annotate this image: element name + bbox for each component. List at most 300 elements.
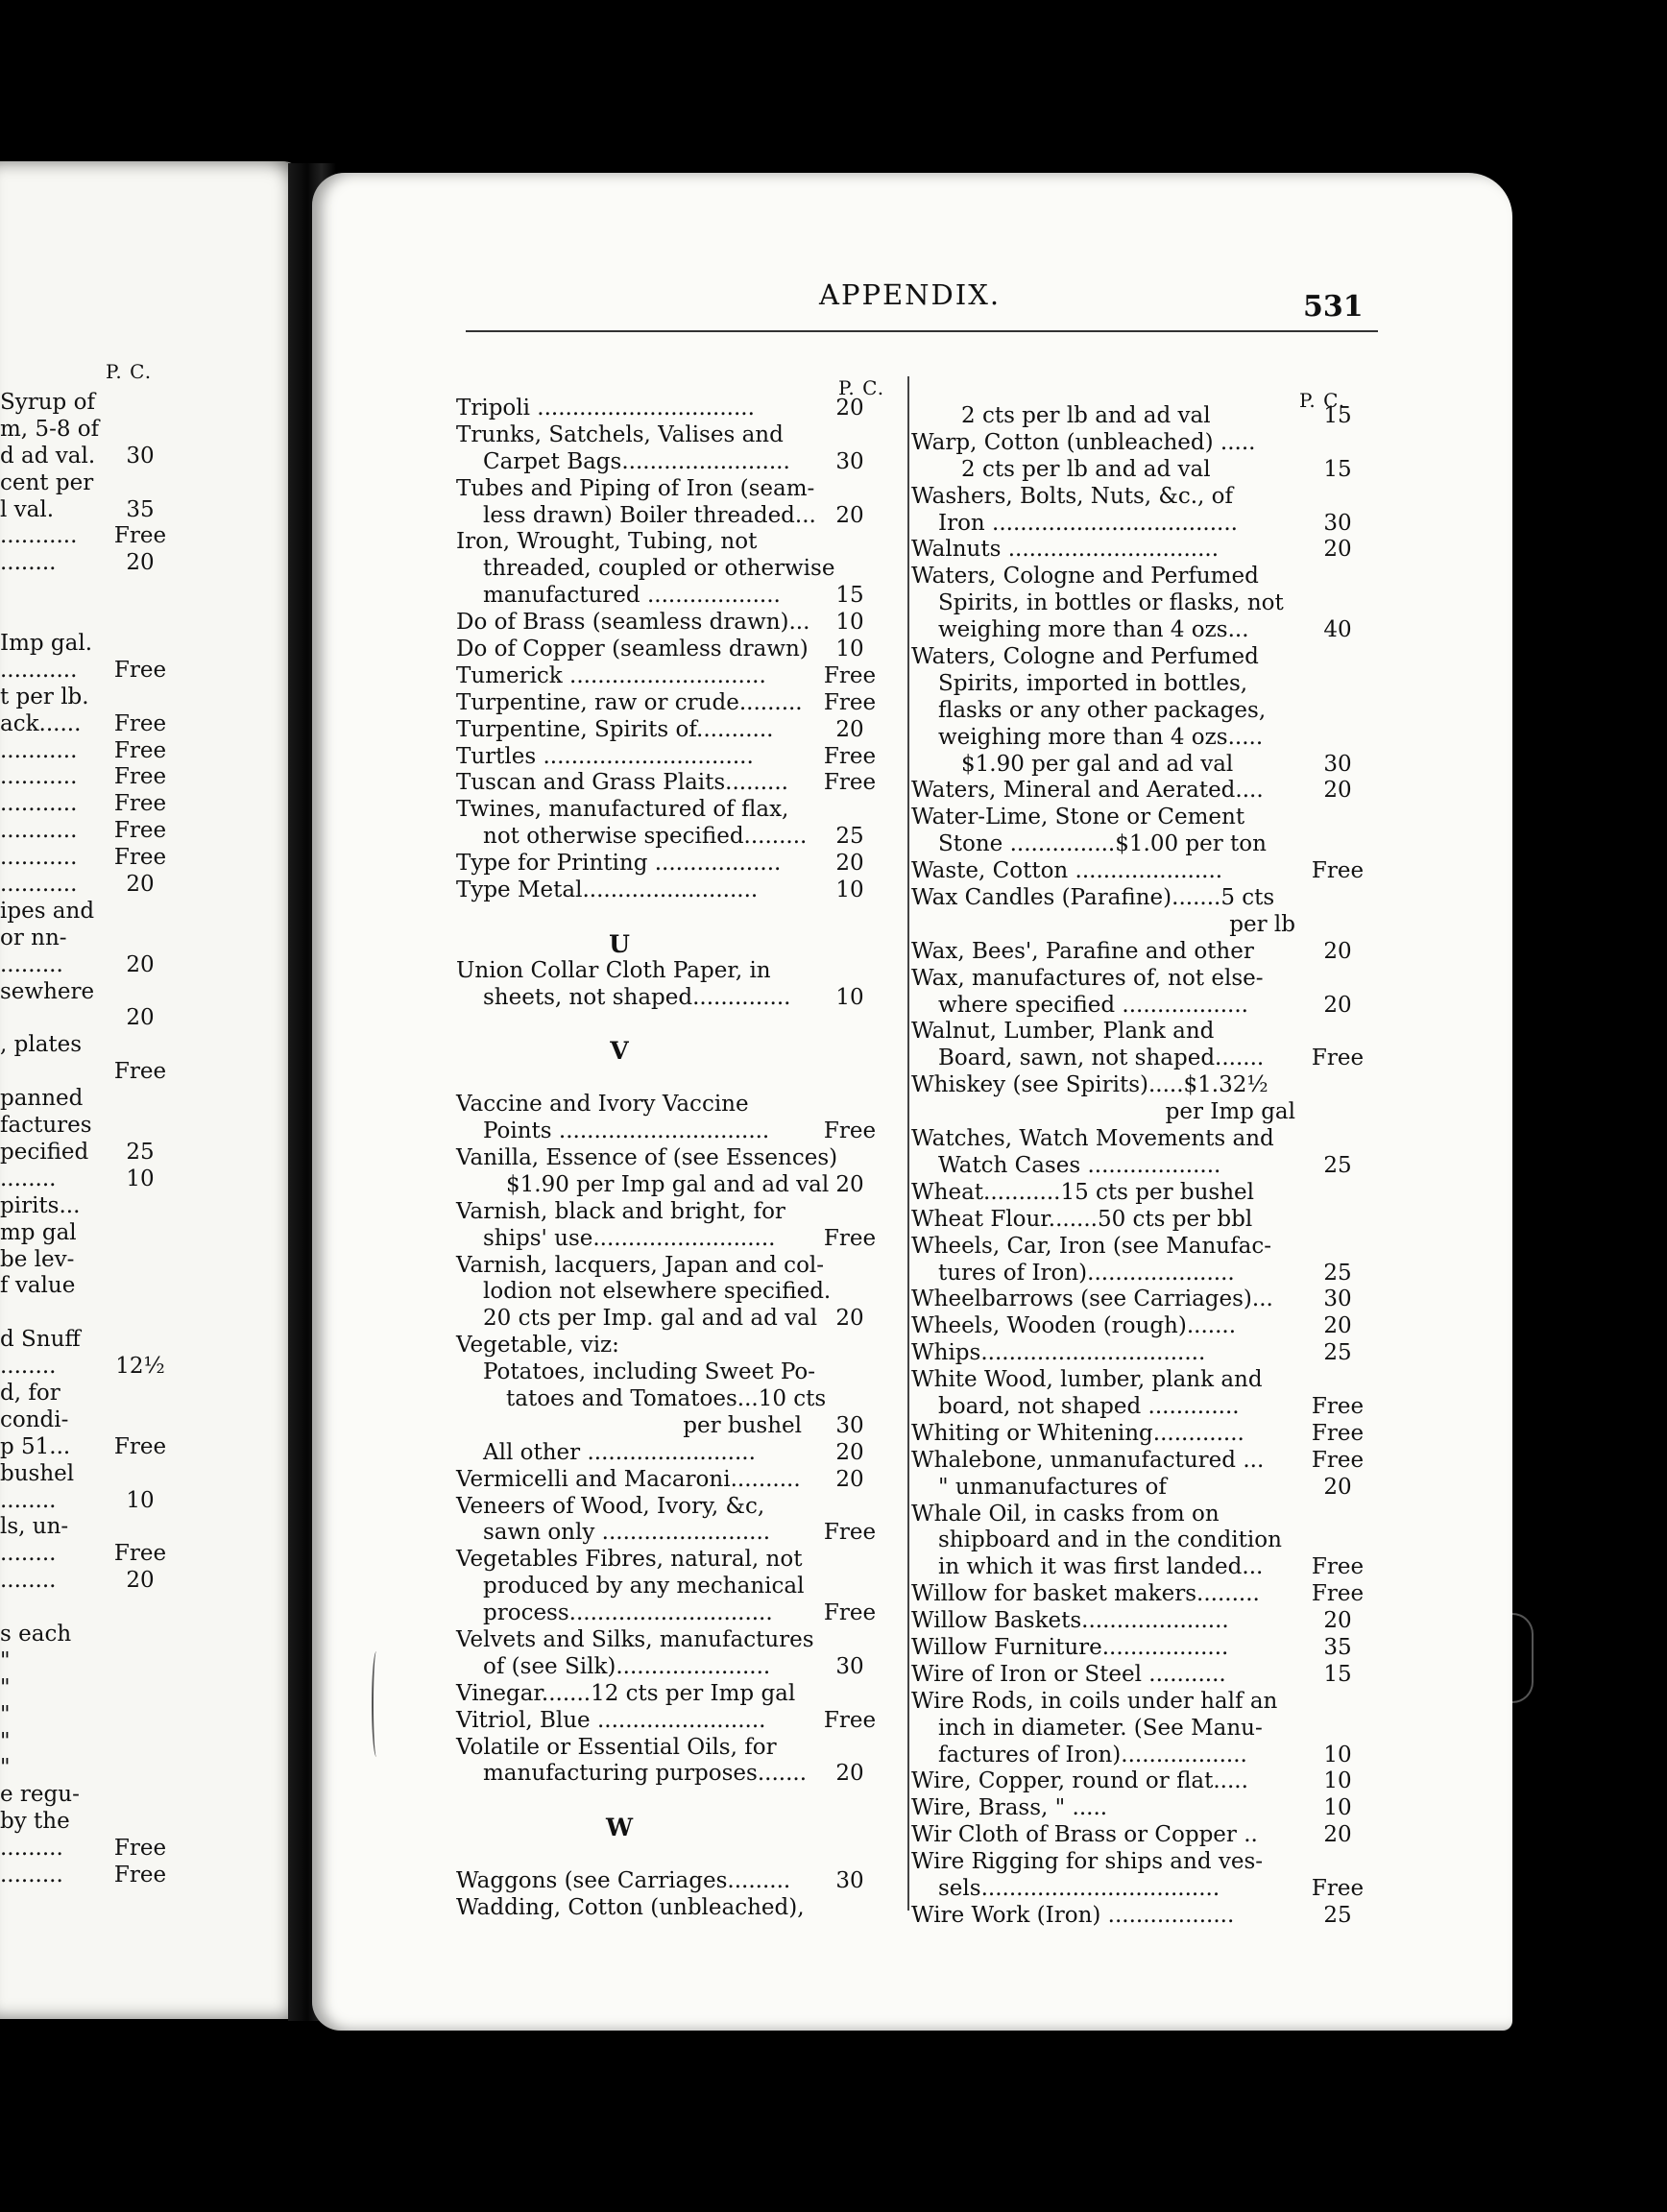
item-text: Whiskey (see Spirits).....$1.32½ [911,1072,1268,1098]
tariff-row [456,1172,907,1199]
tariff-row [456,851,907,878]
item-text: Warp, Cotton (unbleached) ..... [911,429,1256,455]
rate-value: Free [1311,1581,1365,1607]
tariff-row [0,658,305,685]
rate-value: 35 [1323,1634,1352,1660]
item-text: manufactured ................... [483,583,781,609]
item-text: sels.................................. [938,1875,1220,1901]
item-text: Twines, manufactured of flax, [456,797,789,823]
item-text: d ad val. [0,443,96,469]
rate-value: Free [113,1059,167,1085]
item-text: less drawn) Boiler threaded... [483,502,816,528]
tariff-row [0,1836,305,1863]
item-text: cent per [0,469,94,495]
tariff-row [0,1809,305,1836]
rate-value: Free [113,1836,167,1862]
item-text: " unmanufactures of [938,1474,1167,1500]
rate-value: 20 [1323,992,1352,1018]
item-text: ........ [0,1568,57,1594]
item-text: 2 cts per lb and ad val [961,403,1211,428]
tariff-row [0,1755,305,1782]
tariff-row [0,444,305,470]
tariff-row [911,1903,1391,1930]
item-text: factures of Iron).................. [938,1742,1247,1767]
tariff-row [0,1220,305,1247]
item-text: l val. [0,496,55,522]
item-text: Wheelbarrows (see Carriages)... [911,1286,1273,1312]
tariff-row [911,1502,1391,1528]
item-text: weighing more than 4 ozs..... [938,724,1264,750]
tariff-row [0,711,305,738]
rate-value: Free [1311,1046,1365,1071]
rate-value: 15 [835,583,864,609]
item-text: Union Collar Cloth Paper, in [456,957,771,983]
item-text: Syrup of [0,390,95,415]
rate-value: 10 [835,984,864,1010]
tariff-row [456,637,907,663]
tariff-row [911,537,1391,564]
rate-value: Free [113,1541,167,1567]
header-rule [466,330,1378,332]
item-text: Willow Baskets..................... [911,1608,1229,1634]
item-text: ........ [0,1487,57,1513]
item-text: ........ [0,1354,57,1380]
tariff-row [0,1247,305,1274]
item-text: Whips................................ [911,1340,1206,1366]
tariff-row [456,529,907,556]
item-text: Washers, Bolts, Nuts, &c., of [911,483,1234,509]
item-text: " [0,1728,11,1754]
item-text: ........ [0,1541,57,1567]
item-text: p 51... [0,1433,71,1459]
tariff-row [911,1743,1391,1769]
item-text: Varnish, black and bright, for [456,1198,785,1224]
item-text: Iron, Wrought, Tubing, not [456,529,758,555]
rate-value: Free [1311,1420,1365,1446]
item-text: Whale Oil, in casks from on [911,1501,1220,1527]
column2-pc-label: P. C. [1299,389,1346,412]
item-text: Water-Lime, Stone or Cement [911,805,1245,830]
rate-value: 20 [1323,537,1352,563]
item-text: Vegetable, viz: [456,1333,619,1358]
item-text: manufacturing purposes....... [483,1761,808,1787]
item-text: Wire Rigging for ships and ves- [911,1849,1264,1875]
rate-value: 10 [126,1487,155,1513]
item-text: ........... [0,818,78,844]
tariff-row [456,1654,907,1681]
item-text: ........... [0,657,78,683]
item-text: pecified [0,1139,89,1165]
item-text: ........... [0,791,78,817]
item-text: lodion not elsewhere specified. [483,1279,832,1305]
tariff-row [0,1702,305,1729]
item-text: Wheels, Wooden (rough)....... [911,1313,1237,1339]
tariff-row [911,1126,1391,1153]
tariff-row [911,430,1391,457]
item-text: per lb [1229,911,1295,937]
item-text: factures [0,1113,92,1139]
rate-value: 10 [835,878,864,903]
item-text: Tumerick ............................ [456,662,766,688]
item-text: Whalebone, unmanufactured ... [911,1447,1265,1473]
item-text: ........ [0,550,57,576]
tariff-row [456,583,907,610]
item-text: ........... [0,737,78,763]
rate-value: 40 [1323,617,1352,643]
rate-value: Free [823,770,877,796]
tariff-row [456,958,907,985]
tariff-row [911,1234,1391,1261]
tariff-row [456,1574,907,1600]
item-text: Waste, Cotton ..................... [911,858,1223,884]
tariff-row [0,1675,305,1702]
tariff-row [0,417,305,444]
section-letter: V [610,1037,629,1066]
item-text: ......... [0,1862,63,1887]
rate-value: 30 [1323,510,1352,536]
rate-value: Free [823,662,877,688]
item-text: ......... [0,1836,63,1862]
rate-value: 25 [1323,1902,1352,1928]
rate-value: Free [1311,1554,1365,1580]
item-text: Spirits, imported in bottles, [938,670,1248,696]
item-text: f value [0,1273,76,1299]
tariff-row [0,952,305,979]
rate-value: 25 [1323,1152,1352,1178]
item-text: flasks or any other packages, [938,697,1267,723]
previous-page-fragment [0,161,305,2019]
left-page-lines [0,390,305,1889]
rate-value: Free [113,657,167,683]
rate-value: 10 [1323,1795,1352,1821]
tariff-row [911,403,1391,430]
item-text: Wire Work (Iron) .................. [911,1902,1235,1928]
tariff-row [456,824,907,851]
tariff-row [911,457,1391,484]
rate-value: 25 [1323,1340,1352,1366]
tariff-row [456,1681,907,1708]
tariff-row [0,1140,305,1166]
item-text: shipboard and in the condition [938,1527,1282,1553]
section-letter: U [609,929,630,958]
tariff-row [456,1600,907,1627]
item-text: produced by any mechanical [483,1574,805,1599]
tariff-row [0,685,305,711]
item-text: " [0,1701,11,1727]
tariff-row [911,1795,1391,1822]
item-text: or nn- [0,925,67,950]
rate-value: Free [1311,1875,1365,1901]
section-letter-row [456,1038,907,1065]
item-text: Wax, Bees', Parafine and other [911,938,1254,964]
tariff-row [911,671,1391,698]
tariff-row [0,550,305,577]
tariff-column-1 [456,396,907,1922]
tariff-row [456,396,907,422]
tariff-row [911,1876,1391,1903]
item-text: Carpet Bags........................ [483,448,790,474]
item-text: Do of Copper (seamless drawn) [456,637,809,662]
item-text: e regu- [0,1782,80,1808]
tariff-row [456,1868,907,1895]
rate-value: 20 [1323,1474,1352,1500]
item-text: Turpentine, raw or crude......... [456,689,803,715]
tariff-row [911,1019,1391,1046]
item-text: Wax Candles (Parafine).......5 cts [911,885,1275,911]
tariff-row [0,1059,305,1086]
item-text: mp gal [0,1219,77,1245]
tariff-row [911,1421,1391,1448]
item-text: Vanilla, Essence of (see Essences) [456,1144,838,1170]
tariff-row [0,1568,305,1595]
tariff-row [456,1306,907,1333]
tariff-row [911,1581,1391,1608]
rate-value: 35 [126,496,155,522]
tariff-row [456,904,907,931]
rate-value: Free [823,1600,877,1626]
rate-value: 30 [1323,1286,1352,1312]
tariff-row [0,791,305,818]
tariff-row [911,1608,1391,1635]
item-text: bushel [0,1460,75,1486]
tariff-row [456,1440,907,1467]
tariff-row [456,556,907,583]
tariff-row [911,966,1391,993]
item-text: not otherwise specified......... [483,824,808,850]
item-text: 2 cts per lb and ad val [961,456,1211,482]
tariff-row [0,1005,305,1032]
item-text: Tripoli ............................... [456,396,755,421]
item-text: Wir Cloth of Brass or Copper .. [911,1822,1258,1848]
tariff-row [456,1386,907,1413]
item-text: Waters, Cologne and Perfumed [911,564,1259,589]
item-text: Wheat...........15 cts per bushel [911,1179,1255,1205]
item-text: in which it was first landed... [938,1554,1264,1580]
tariff-row [0,926,305,952]
item-text: Wire Rods, in coils under half an [911,1688,1278,1714]
tariff-row [456,663,907,690]
item-text: Iron ................................... [938,510,1238,536]
item-text: tures of Iron)..................... [938,1260,1235,1286]
item-text: Tubes and Piping of Iron (seam- [456,475,815,501]
tariff-row [911,1313,1391,1340]
tariff-row [456,717,907,744]
item-text: panned [0,1086,84,1112]
item-text: Board, sawn, not shaped....... [938,1046,1265,1071]
item-text: Velvets and Silks, manufactures [456,1626,814,1652]
tariff-row [911,1367,1391,1394]
tariff-row [0,979,305,1006]
item-text: t per lb. [0,684,89,709]
rate-value: Free [113,1433,167,1459]
item-text: Varnish, lacquers, Japan and col- [456,1252,825,1278]
tariff-row [0,1327,305,1354]
item-text: Willow for basket makers......... [911,1581,1260,1607]
item-text: Vinegar.......12 cts per Imp gal [456,1680,796,1706]
column1-pc-label: P. C. [838,376,885,399]
rate-value: 10 [126,1166,155,1191]
item-text: Wire of Iron or Steel ........... [911,1661,1226,1687]
item-text: ls, un- [0,1514,69,1540]
rate-value: 15 [1323,456,1352,482]
rate-value: 30 [1323,751,1352,777]
rate-value: Free [823,743,877,769]
rate-value: 20 [126,872,155,898]
tariff-row [911,1635,1391,1662]
tariff-row [0,764,305,791]
rate-value: Free [113,1862,167,1887]
item-text: Potatoes, including Sweet Po- [483,1359,815,1385]
tariff-row [456,1065,907,1092]
item-text: ........... [0,764,78,790]
tariff-row [456,985,907,1012]
rate-value: 10 [835,610,864,636]
item-text: ack...... [0,710,82,736]
tariff-row [911,993,1391,1020]
tariff-row [0,470,305,497]
page-title: APPENDIX. [819,278,1002,311]
tariff-row [456,1011,907,1038]
tariff-row [0,1381,305,1407]
item-text: ........... [0,872,78,898]
tariff-row [0,872,305,899]
rate-value: 25 [835,824,864,850]
item-text: pirits... [0,1192,81,1218]
rate-value: Free [823,1118,877,1144]
tariff-row [456,422,907,449]
tariff-row [911,1849,1391,1876]
rate-value: 20 [835,1466,864,1492]
item-text: where specified .................. [938,992,1248,1018]
tariff-row [0,1166,305,1193]
rate-value: 20 [126,951,155,977]
rate-value: 30 [835,1653,864,1679]
tariff-row [0,899,305,926]
rate-value: 10 [835,637,864,662]
tariff-row [911,1448,1391,1475]
tariff-row [911,805,1391,831]
tariff-row [911,1153,1391,1180]
section-letter: W [605,1814,634,1842]
tariff-row [456,610,907,637]
tariff-row [456,1841,907,1868]
tariff-row [0,1354,305,1381]
tariff-row [911,1527,1391,1554]
rate-value: 25 [1323,1260,1352,1286]
rate-value: 20 [835,1306,864,1332]
item-text: Willow Furniture.................. [911,1634,1229,1660]
tariff-row [0,1595,305,1622]
rate-value: 20 [126,550,155,576]
tariff-row [456,1226,907,1253]
column-divider [907,376,909,1911]
item-text: Points .............................. [483,1118,770,1144]
tariff-row [911,885,1391,912]
item-text: Waggons (see Carriages......... [456,1867,791,1893]
tariff-row [456,797,907,824]
page-mark [372,1651,381,1757]
tariff-row [0,845,305,872]
tariff-row [456,1253,907,1280]
item-text: condi- [0,1407,69,1432]
tariff-row [456,1788,907,1815]
item-text: 20 cts per Imp. gal and ad val [483,1306,818,1332]
item-text: Vermicelli and Macaroni.......... [456,1466,801,1492]
item-text: , plates [0,1032,83,1058]
item-text: Wheat Flour.......50 cts per bbl [911,1206,1253,1232]
tariff-row [911,725,1391,752]
tariff-row [911,484,1391,511]
item-text: of (see Silk)...................... [483,1653,771,1679]
rate-value: 30 [835,1867,864,1893]
tariff-row [911,698,1391,725]
tariff-row [911,617,1391,644]
rate-value: 20 [835,396,864,421]
rate-value: Free [823,1225,877,1251]
section-letter-row [456,931,907,958]
tariff-row [911,831,1391,858]
item-text: Waters, Mineral and Aerated.... [911,778,1264,804]
tariff-row [456,1145,907,1172]
item-text: m, 5-8 of [0,416,100,442]
tariff-row [911,1099,1391,1126]
item-text: tatoes and Tomatoes...10 cts [506,1385,827,1411]
rate-value: 30 [835,448,864,474]
tariff-row [0,1113,305,1140]
tariff-row [456,1413,907,1440]
item-text: Tuscan and Grass Plaits......... [456,770,788,796]
tariff-row [456,1467,907,1494]
item-text: White Wood, lumber, plank and [911,1367,1263,1393]
item-text: Wadding, Cotton (unbleached), [456,1894,805,1920]
rate-value: Free [113,523,167,549]
tariff-row [911,1822,1391,1849]
tariff-row [456,1708,907,1735]
tariff-row [911,1716,1391,1743]
item-text: Type for Printing .................. [456,851,782,877]
item-text: Walnuts .............................. [911,537,1220,563]
tariff-row [0,818,305,845]
rate-value: 20 [1323,938,1352,964]
tariff-column-2 [911,403,1391,1930]
rate-value: 20 [1323,1313,1352,1339]
tariff-row [911,858,1391,885]
tariff-row [0,738,305,765]
tariff-row [456,1494,907,1521]
rate-value: 20 [126,1568,155,1594]
tariff-row [0,604,305,631]
item-text: per bushel [683,1412,802,1438]
tariff-row [0,1863,305,1889]
tariff-row [456,449,907,476]
rate-value: 20 [1323,1822,1352,1848]
item-text: Walnut, Lumber, Plank and [911,1019,1215,1045]
item-text: Do of Brass (seamless drawn)... [456,610,810,636]
item-text: by the [0,1809,70,1835]
tariff-row [456,690,907,717]
tariff-row [0,1782,305,1809]
rate-value: 20 [835,851,864,877]
item-text: s each [0,1621,72,1647]
tariff-row [911,644,1391,671]
rate-value: 30 [126,443,155,469]
tariff-row [911,1180,1391,1207]
tariff-row [911,1261,1391,1287]
item-text: Volatile or Essential Oils, for [456,1734,777,1760]
tariff-row [0,1622,305,1648]
rate-value: 20 [1323,778,1352,804]
tariff-row [911,590,1391,617]
